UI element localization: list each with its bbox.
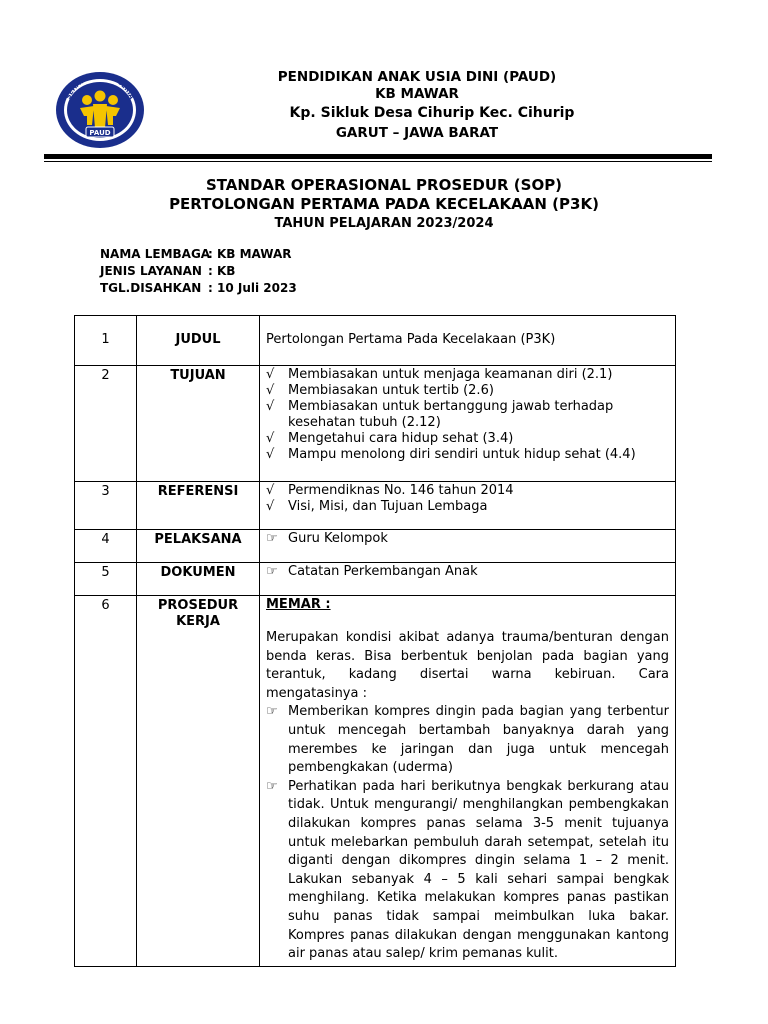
check-icon: √	[266, 499, 275, 514]
header-divider-thin	[44, 161, 712, 162]
row-label: REFERENSI	[137, 482, 260, 530]
list-item: √ Mengetahui cara hidup sehat (3.4)	[266, 431, 514, 446]
meta-block	[100, 247, 297, 298]
check-icon: √	[266, 383, 275, 398]
meta-label: TGL.DISAHKAN	[100, 281, 202, 295]
header-divider-thick	[44, 154, 712, 159]
header-line-3: Kp. Sikluk Desa Cihurip Kec. Cihurip	[289, 105, 575, 121]
row-number: 6	[75, 596, 137, 967]
check-icon: √	[266, 447, 275, 462]
row-number: 1	[75, 316, 137, 366]
document-title-2: PERTOLONGAN PERTAMA PADA KECELAKAAN (P3K)	[169, 195, 599, 213]
document-title-1: STANDAR OPERASIONAL PROSEDUR (SOP)	[205, 176, 563, 194]
meta-value: : 10 Juli 2023	[208, 281, 297, 295]
section-subtitle: MEMAR :	[266, 597, 331, 612]
pointing-hand-icon: ☞	[266, 778, 278, 794]
pointing-hand-icon: ☞	[266, 531, 278, 546]
paud-logo	[54, 70, 146, 150]
row-content	[260, 482, 676, 530]
check-icon: √	[266, 483, 275, 498]
row-label: TUJUAN	[137, 366, 260, 482]
row-content	[260, 563, 676, 596]
header-line-4: GARUT – JAWA BARAT	[335, 125, 499, 141]
pointing-hand-icon: ☞	[266, 704, 278, 720]
row-content	[260, 530, 676, 563]
meta-label: JENIS LAYANAN	[100, 264, 202, 278]
meta-value: : KB	[208, 264, 236, 278]
list-item: ☞ Guru Kelompok	[266, 531, 388, 546]
header-line-2: KB MAWAR	[375, 86, 459, 102]
table-row	[75, 596, 676, 967]
document-title-3: TAHUN PELAJARAN 2023/2024	[274, 216, 494, 231]
row-number: 4	[75, 530, 137, 563]
list-item: ☞ Catatan Perkembangan Anak	[266, 564, 478, 579]
sop-table	[74, 315, 676, 967]
procedure-intro: Merupakan kondisi akibat adanya trauma/benturan dengan benda keras. Bisa berbentuk benjolan pada bagian yang terantuk, kadang disertai warna kebiruan. Cara mengatasinya :	[266, 630, 669, 701]
procedure-step: ☞ Perhatikan pada hari berikutnya bengkak berkurang atau tidak. Untuk mengurangi/ menghilangkan pembengkakan dilakukan kompres panas selama 3-5 menit tujuanya untuk melebarkan pembuluh darah setempat, setelah itu diganti dengan dikompres dingin selama 1 – 2 menit. Lakukan sebanyak 4 – 5 kali sehari sampai bengkak menghilang. Ketika melakukan kompres panas pastikan suhu panas tidak sampai meimbulkan luka bakar. Kompres panas dilakukan dengan menggunakan kantong air panas atau salep/ krim pemanas kulit.	[266, 778, 669, 964]
meta-row	[100, 247, 297, 264]
table-row	[75, 482, 676, 530]
meta-value: : KB MAWAR	[208, 247, 292, 261]
check-icon: √	[266, 431, 275, 446]
row-label-line: PROSEDUR	[157, 598, 239, 613]
list-item: √ Membiasakan untuk menjaga keamanan diri (2.1)	[266, 367, 613, 382]
row-number: 5	[75, 563, 137, 596]
row-label: JUDUL	[137, 316, 260, 366]
row-content	[260, 596, 676, 967]
header-line-1: PENDIDIKAN ANAK USIA DINI (PAUD)	[277, 69, 557, 85]
check-icon: √	[266, 367, 275, 382]
row-label	[137, 596, 260, 967]
row-number: 2	[75, 366, 137, 482]
list-item: √ Visi, Misi, dan Tujuan Lembaga	[266, 499, 488, 514]
list-item: √ Membiasakan untuk tertib (2.6)	[266, 383, 494, 398]
meta-row	[100, 281, 297, 298]
row-label: PELAKSANA	[137, 530, 260, 563]
pointing-hand-icon: ☞	[266, 564, 278, 579]
row-number: 3	[75, 482, 137, 530]
table-row	[75, 563, 676, 596]
list-item: √ Permendiknas No. 146 tahun 2014	[266, 483, 514, 498]
row-content: Pertolongan Pertama Pada Kecelakaan (P3K)	[260, 316, 676, 366]
logo-text-top: SEHAT CERDAS CERIA	[64, 71, 136, 101]
row-content	[260, 366, 676, 482]
row-label-line: KERJA	[176, 614, 220, 629]
table-row	[75, 366, 676, 482]
list-item: √ Membiasakan untuk bertanggung jawab terhadap kesehatan tubuh (2.12)	[266, 399, 614, 430]
check-icon: √	[266, 399, 275, 414]
logo-text-bottom: PAUD	[89, 129, 111, 137]
procedure-step: ☞ Memberikan kompres dingin pada bagian yang terbentur untuk mencegah bertambah banyaknya darah yang merembes ke jaringan dan juga untuk mencegah pembengkakan (uderma)	[266, 703, 669, 777]
table-row	[75, 530, 676, 563]
table-row	[75, 316, 676, 366]
meta-label: NAMA LEMBAGA	[100, 247, 211, 261]
list-item: √ Mampu menolong diri sendiri untuk hidup sehat (4.4)	[266, 447, 636, 462]
meta-row	[100, 264, 297, 281]
row-label: DOKUMEN	[137, 563, 260, 596]
